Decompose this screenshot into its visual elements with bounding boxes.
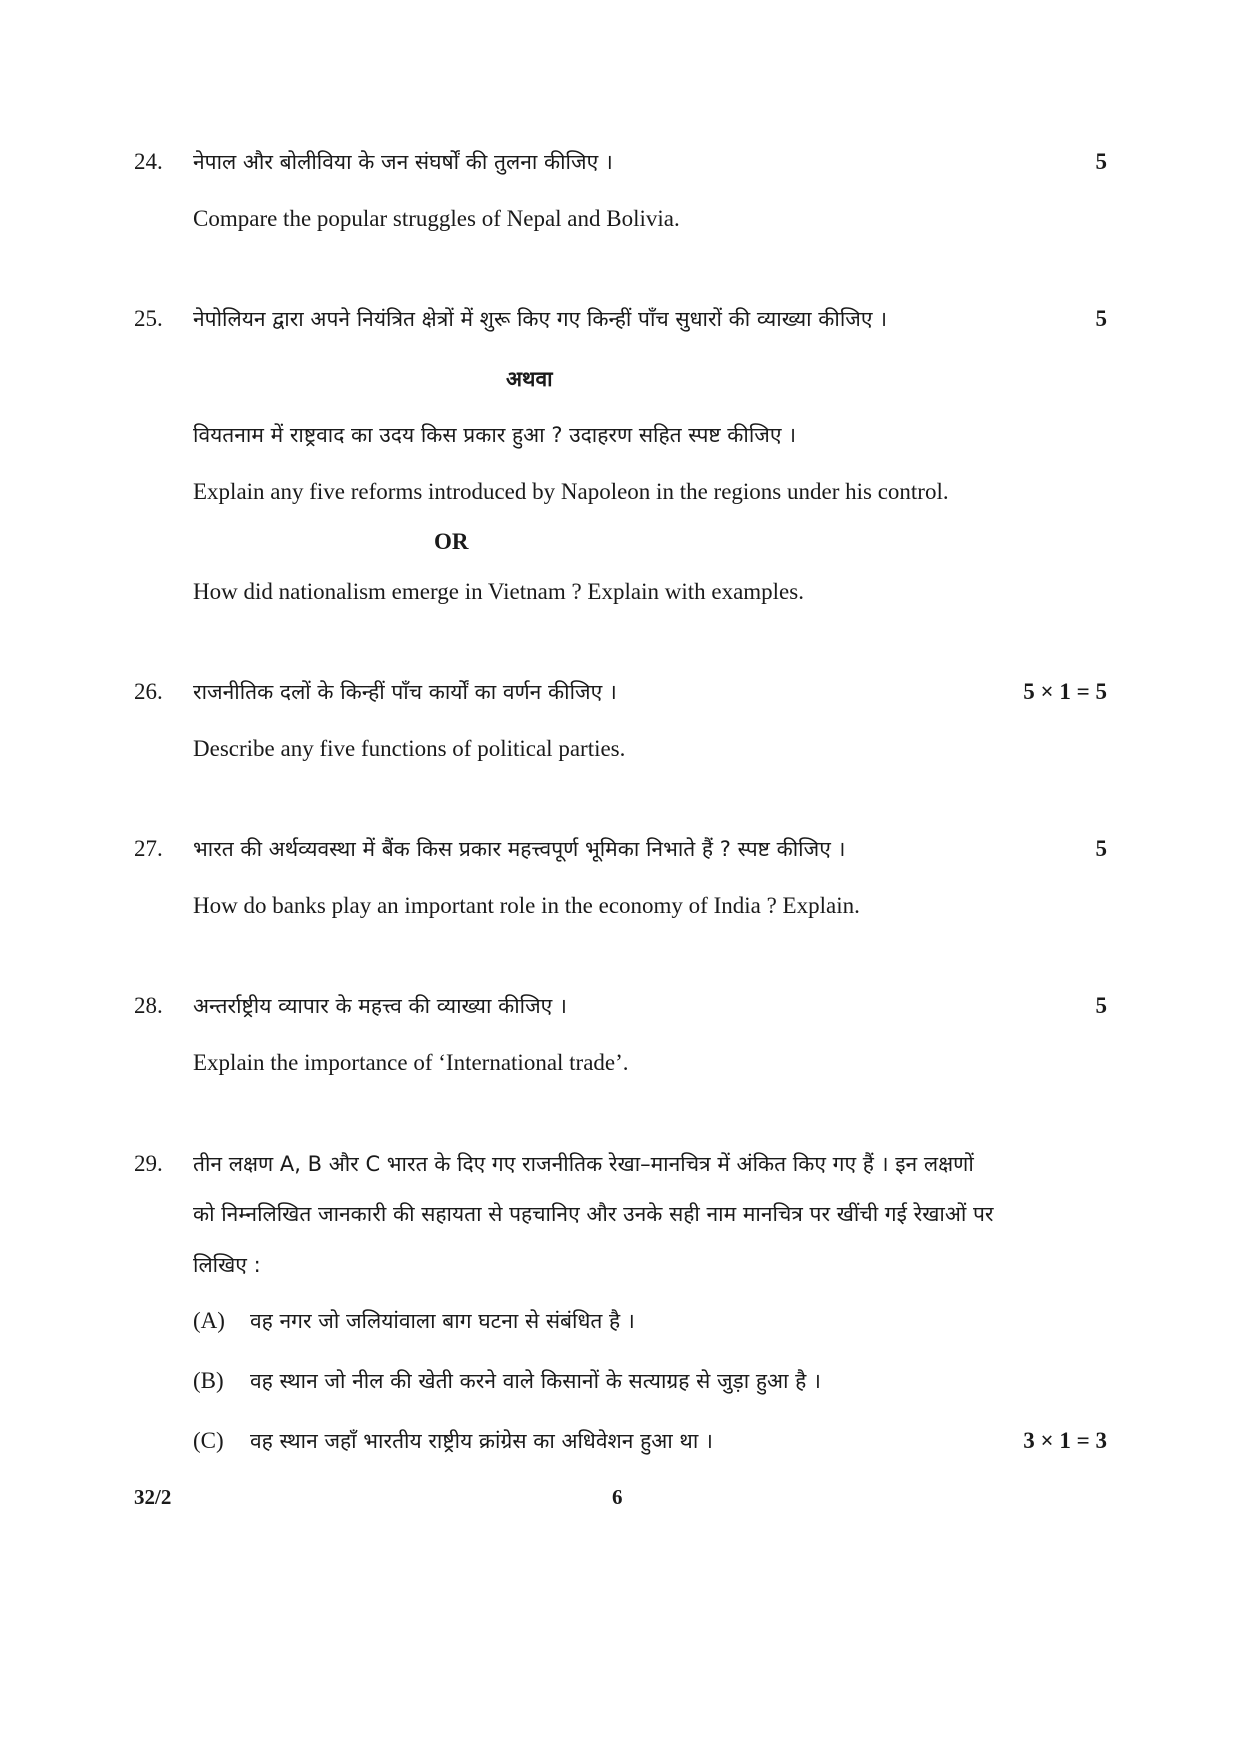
question-28-hindi: अन्तर्राष्ट्रीय व्यापार के महत्त्व की व्याख्या कीजिए । — [193, 994, 567, 1018]
question-29-number: 29. — [134, 1151, 163, 1176]
question-29-part-c-label: (C) — [193, 1428, 224, 1453]
question-27-marks: 5 — [1095, 836, 1107, 861]
question-24-hindi: नेपाल और बोलीविया के जन संघर्षों की तुलना कीजिए । — [193, 150, 613, 174]
question-26-marks: 5 × 1 = 5 — [1023, 679, 1107, 704]
question-29-part-a-text: वह नगर जो जलियांवाला बाग घटना से संबंधित है । — [250, 1309, 635, 1333]
question-29-marks: 3 × 1 = 3 — [1023, 1428, 1107, 1453]
question-27-number: 27. — [134, 836, 163, 861]
question-25-or-hindi: अथवा — [506, 367, 553, 391]
question-25-english-alt: How did nationalism emerge in Vietnam ? Explain with examples. — [193, 579, 804, 604]
question-29-part-c-text: वह स्थान जहाँ भारतीय राष्ट्रीय क्रांग्रेस का अधिवेशन हुआ था । — [250, 1429, 713, 1453]
question-29-hindi-line-2: को निम्नलिखित जानकारी की सहायता से पहचानिए और उनके सही नाम मानचित्र पर खींची गई रेखाओं पर — [193, 1202, 994, 1226]
question-25-english: Explain any five reforms introduced by Napoleon in the regions under his control. — [193, 479, 949, 504]
question-24-english: Compare the popular struggles of Nepal and Bolivia. — [193, 206, 680, 231]
question-26-hindi: राजनीतिक दलों के किन्हीं पाँच कार्यों का वर्णन कीजिए । — [193, 680, 617, 704]
question-25-marks: 5 — [1095, 306, 1107, 331]
question-25-number: 25. — [134, 306, 163, 331]
question-25-or-english: OR — [434, 529, 469, 554]
question-24-marks: 5 — [1095, 149, 1107, 174]
page-number: 6 — [612, 1485, 623, 1509]
question-29-part-b-label: (B) — [193, 1368, 224, 1393]
question-24-number: 24. — [134, 149, 163, 174]
question-27-hindi: भारत की अर्थव्यवस्था में बैंक किस प्रकार महत्त्वपूर्ण भूमिका निभाते हैं ? स्पष्ट कीजिए । — [193, 837, 846, 861]
question-28-marks: 5 — [1095, 993, 1107, 1018]
question-29-part-b-text: वह स्थान जो नील की खेती करने वाले किसानों के सत्याग्रह से जुड़ा हुआ है । — [250, 1369, 821, 1393]
paper-code: 32/2 — [134, 1485, 172, 1509]
question-25-hindi-alt: वियतनाम में राष्ट्रवाद का उदय किस प्रकार हुआ ? उदाहरण सहित स्पष्ट कीजिए । — [193, 423, 797, 447]
question-29-hindi-line-1: तीन लक्षण A, B और C भारत के दिए गए राजनीतिक रेखा–मानचित्र में अंकित किए गए हैं । इन लक्षणों — [193, 1152, 974, 1176]
question-26-english: Describe any five functions of political parties. — [193, 736, 626, 761]
question-28-english: Explain the importance of ‘International trade’. — [193, 1050, 629, 1075]
question-26-number: 26. — [134, 679, 163, 704]
question-25-hindi: नेपोलियन द्वारा अपने नियंत्रित क्षेत्रों में शुरू किए गए किन्हीं पाँच सुधारों की व्याख्या कीजिए । — [193, 307, 888, 331]
question-29-hindi-line-3: लिखिए : — [193, 1253, 261, 1277]
question-27-english: How do banks play an important role in the economy of India ? Explain. — [193, 893, 860, 918]
question-28-number: 28. — [134, 993, 163, 1018]
question-29-part-a-label: (A) — [193, 1308, 225, 1333]
